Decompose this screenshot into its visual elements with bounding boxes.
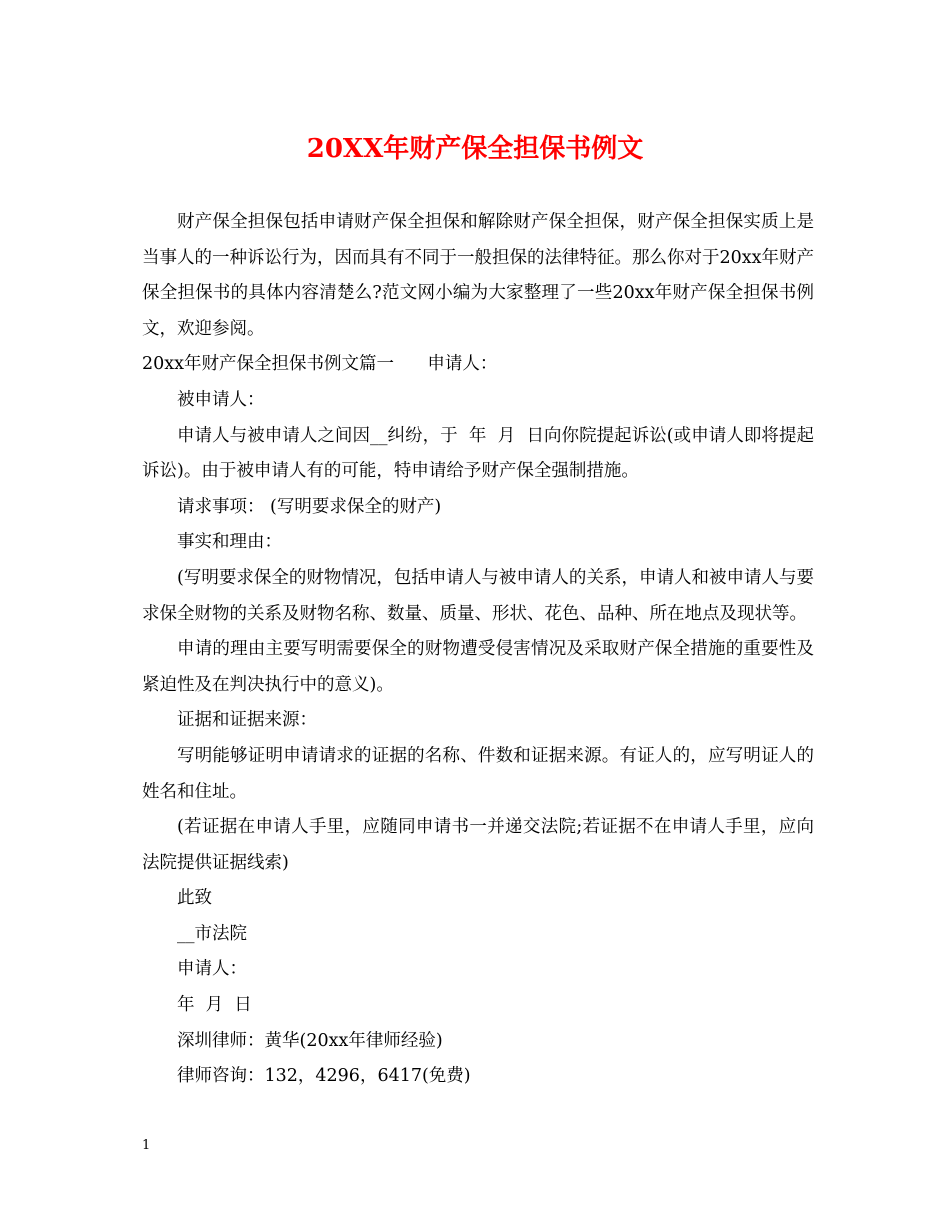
facts-heading: 事实和理由： — [177, 532, 282, 553]
intro-paragraph: 财产保全担保包括申请财产保全担保和解除财产保全担保，财产保全担保实质上是当事人的一种诉讼行为，因而具有不同于一般担保的法律特征。那么你对于20xx年财产保全担保书的具体内容清楚么?范文网小编为大家整理了一些20xx年财产保全担保书例文，欢迎参阅。 — [142, 212, 815, 339]
section-heading-applicant: 20xx年财产保全担保书例文篇一 申请人： — [142, 354, 498, 375]
signature-applicant-line: 申请人： — [177, 959, 247, 980]
request-items-line: 请求事项： (写明要求保全的财产) — [177, 496, 442, 517]
evidence-paragraph: 写明能够证明申请请求的证据的名称、件数和证据来源。有证人的，应写明证人的姓名和住址。 — [142, 745, 814, 802]
salutation-line: 此致 — [177, 888, 212, 909]
dispute-paragraph: 申请人与被申请人之间因__纠纷，于 年 月 日向你院提起诉讼(或申请人即将提起诉讼)。由于被申请人有的可能，特申请给予财产保全强制措施。 — [142, 425, 814, 482]
page-number: 1 — [142, 1138, 151, 1153]
lawyer-line: 深圳律师：黄华(20xx年律师经验) — [177, 1030, 443, 1051]
document-body — [142, 205, 814, 1095]
document-title: 20XX年财产保全担保书例文 — [306, 134, 644, 164]
evidence-note-paragraph: (若证据在申请人手里，应随同申请书一并递交法院;若证据不在申请人手里，应向法院提供证据线索) — [142, 817, 814, 873]
respondent-line: 被申请人： — [177, 389, 265, 410]
evidence-heading: 证据和证据来源： — [177, 710, 317, 731]
consultation-line: 律师咨询：132，4296，6417(免费) — [177, 1066, 471, 1087]
date-line: 年 月 日 — [177, 995, 252, 1016]
court-line: __市法院 — [177, 923, 247, 944]
facts-paragraph: (写明要求保全的财物情况，包括申请人与被申请人的关系，申请人和被申请人与要求保全财物的关系及财物名称、数量、质量、形状、花色、品种、所在地点及现状等。 — [142, 567, 814, 624]
reasons-paragraph: 申请的理由主要写明需要保全的财物遭受侵害情况及采取财产保全措施的重要性及紧迫性及在判决执行中的意义)。 — [142, 639, 814, 695]
